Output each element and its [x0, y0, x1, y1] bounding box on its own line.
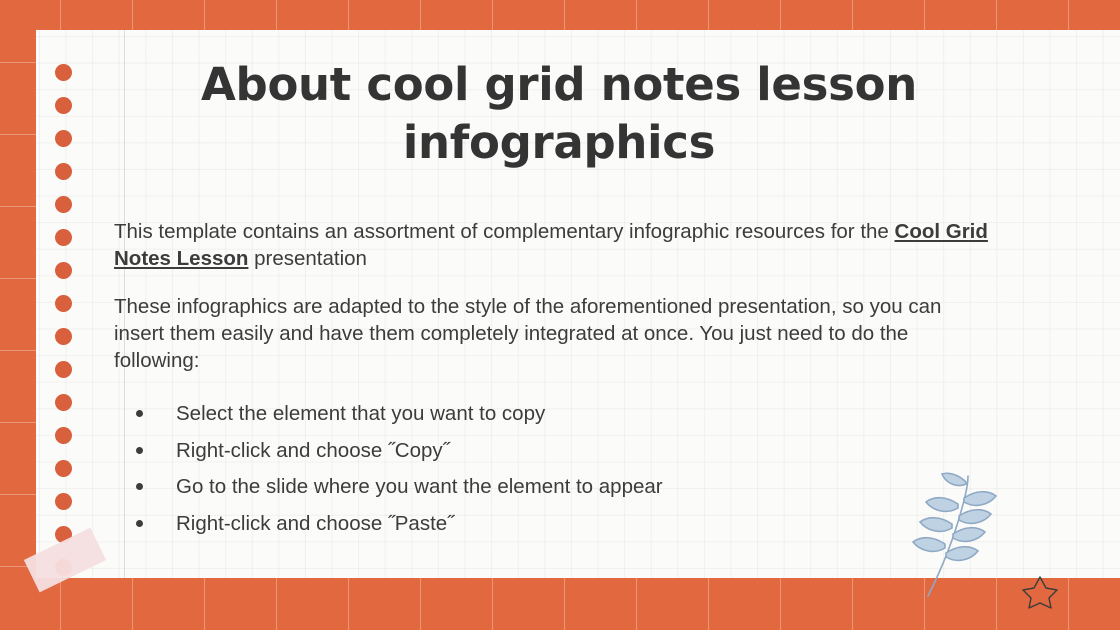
- punch-hole: [55, 163, 72, 180]
- list-item: Go to the slide where you want the element to appear: [132, 473, 1004, 500]
- list-item: Right-click and choose ˝Copy˝: [132, 437, 1004, 464]
- intro-paragraph-trail: presentation: [248, 246, 367, 270]
- leaf-branch-illustration: [902, 468, 1012, 598]
- punch-hole: [55, 262, 72, 279]
- list-item: Right-click and choose ˝Paste˝: [132, 510, 1004, 537]
- punch-hole: [55, 361, 72, 378]
- punch-hole: [55, 196, 72, 213]
- punch-hole: [55, 130, 72, 147]
- star-doodle: [1022, 574, 1058, 610]
- instructions-paragraph: These infographics are adapted to the style of the aforementioned presentation, so you can insert them easily and have them completely integrated at once. You just need to do the following:: [114, 295, 942, 372]
- list-item: Select the element that you want to copy: [132, 400, 1004, 427]
- punch-hole: [55, 64, 72, 81]
- presentation-name-emphasis: Cool Grid Notes Lesson: [114, 220, 988, 270]
- punch-hole: [55, 427, 72, 444]
- punch-hole: [55, 229, 72, 246]
- page-title: About cool grid notes lesson infographics: [201, 58, 917, 169]
- intro-paragraph: [114, 219, 992, 272]
- punch-hole: [55, 97, 72, 114]
- steps-list: [114, 400, 1004, 537]
- intro-paragraph-lead: This template contains an assortment of complementary infographic resources for the: [114, 220, 895, 244]
- punch-hole: [55, 460, 72, 477]
- punch-hole-column: [52, 64, 74, 592]
- punch-hole: [55, 295, 72, 312]
- punch-hole: [55, 394, 72, 411]
- slide-content: [114, 56, 1004, 546]
- punch-hole: [55, 328, 72, 345]
- punch-hole: [55, 493, 72, 510]
